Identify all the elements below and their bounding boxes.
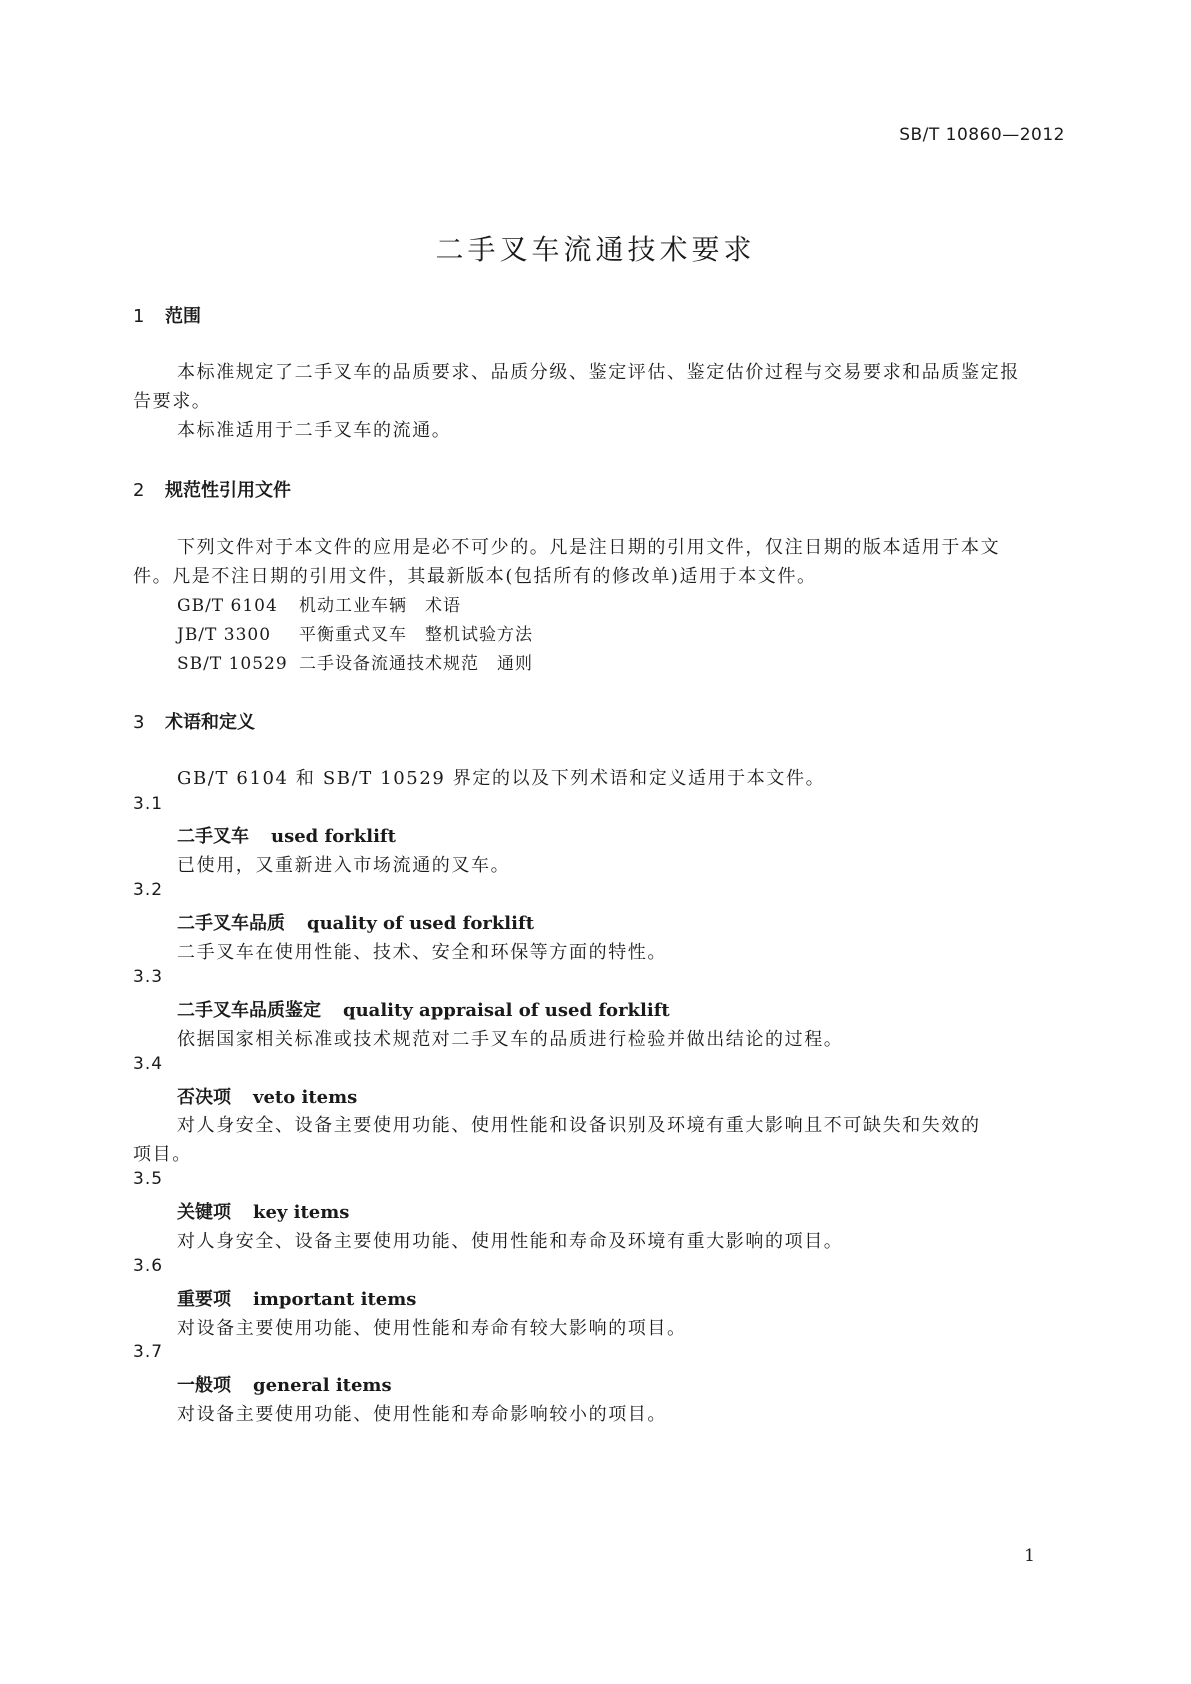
term-definition: 已使用，又重新进入市场流通的叉车。: [177, 855, 511, 876]
paragraph: 本标准规定了二手叉车的品质要求、品质分级、鉴定评估、鉴定估价过程与交易要求和品质鉴定报: [177, 362, 1020, 383]
section-2-heading: [133, 476, 291, 502]
term-english: general items: [253, 1375, 392, 1396]
term-number: 3.2: [133, 880, 164, 900]
term-chinese: 关键项: [177, 1202, 231, 1223]
paragraph: GB/T 6104 和 SB/T 10529 界定的以及下列术语和定义适用于本文件。: [177, 768, 826, 789]
standard-code: SB/T 10860—2012: [899, 125, 1065, 145]
term-number: 3.6: [133, 1256, 164, 1276]
reference-item: [177, 649, 533, 674]
term-number: 3.1: [133, 794, 164, 814]
term-heading: [177, 822, 396, 848]
section-1-heading: [133, 302, 201, 328]
page-number: 1: [1024, 1546, 1035, 1566]
term-english: key items: [253, 1202, 350, 1223]
term-number: 3.4: [133, 1054, 164, 1074]
reference-code: JB/T 3300: [177, 625, 272, 645]
document-title: 二手叉车流通技术要求: [435, 233, 756, 266]
term-chinese: 一般项: [177, 1375, 231, 1396]
paragraph: 件。凡是不注日期的引用文件，其最新版本(包括所有的修改单)适用于本文件。: [133, 566, 817, 587]
term-chinese: 二手叉车品质: [177, 913, 285, 934]
section-title: 术语和定义: [165, 712, 255, 733]
term-chinese: 重要项: [177, 1289, 231, 1310]
term-heading: [177, 1198, 349, 1224]
reference-code: GB/T 6104: [177, 596, 278, 616]
section-number: 3: [133, 712, 145, 733]
reference-item: [177, 620, 533, 645]
term-chinese: 二手叉车品质鉴定: [177, 1000, 321, 1021]
reference-code: SB/T 10529: [177, 654, 288, 674]
term-number: 3.5: [133, 1169, 164, 1189]
term-heading: [177, 1083, 357, 1109]
term-definition: 对设备主要使用功能、使用性能和寿命影响较小的项目。: [177, 1404, 667, 1425]
term-definition: 依据国家相关标准或技术规范对二手叉车的品质进行检验并做出结论的过程。: [177, 1029, 844, 1050]
term-definition: 对设备主要使用功能、使用性能和寿命有较大影响的项目。: [177, 1318, 687, 1339]
term-chinese: 二手叉车: [177, 826, 249, 847]
term-english: used forklift: [271, 826, 396, 847]
term-english: veto items: [253, 1087, 358, 1108]
section-3-heading: [133, 708, 255, 734]
section-number: 1: [133, 306, 145, 327]
term-english: quality appraisal of used forklift: [343, 1000, 670, 1021]
term-heading: [177, 909, 534, 935]
reference-item: [177, 591, 461, 616]
section-title: 规范性引用文件: [165, 480, 291, 501]
paragraph: 告要求。: [133, 391, 212, 412]
term-definition: 二手叉车在使用性能、技术、安全和环保等方面的特性。: [177, 942, 667, 963]
term-chinese: 否决项: [177, 1087, 231, 1108]
term-number: 3.3: [133, 967, 164, 987]
term-heading: [177, 1371, 392, 1397]
section-title: 范围: [165, 306, 201, 327]
term-heading: [177, 996, 670, 1022]
term-definition: 对人身安全、设备主要使用功能、使用性能和设备识别及环境有重大影响且不可缺失和失效的: [177, 1115, 981, 1136]
reference-title: 二手设备流通技术规范 通则: [299, 654, 533, 674]
paragraph: 下列文件对于本文件的应用是必不可少的。凡是注日期的引用文件，仅注日期的版本适用于本文: [177, 537, 1001, 558]
reference-title: 平衡重式叉车 整机试验方法: [299, 625, 533, 645]
section-number: 2: [133, 480, 145, 501]
reference-title: 机动工业车辆 术语: [299, 596, 461, 616]
term-heading: [177, 1285, 416, 1311]
paragraph: 本标准适用于二手叉车的流通。: [177, 420, 452, 441]
term-english: important items: [253, 1289, 417, 1310]
term-number: 3.7: [133, 1342, 164, 1362]
term-definition: 对人身安全、设备主要使用功能、使用性能和寿命及环境有重大影响的项目。: [177, 1231, 844, 1252]
term-definition-continued: 项目。: [133, 1144, 192, 1165]
term-english: quality of used forklift: [307, 913, 535, 934]
